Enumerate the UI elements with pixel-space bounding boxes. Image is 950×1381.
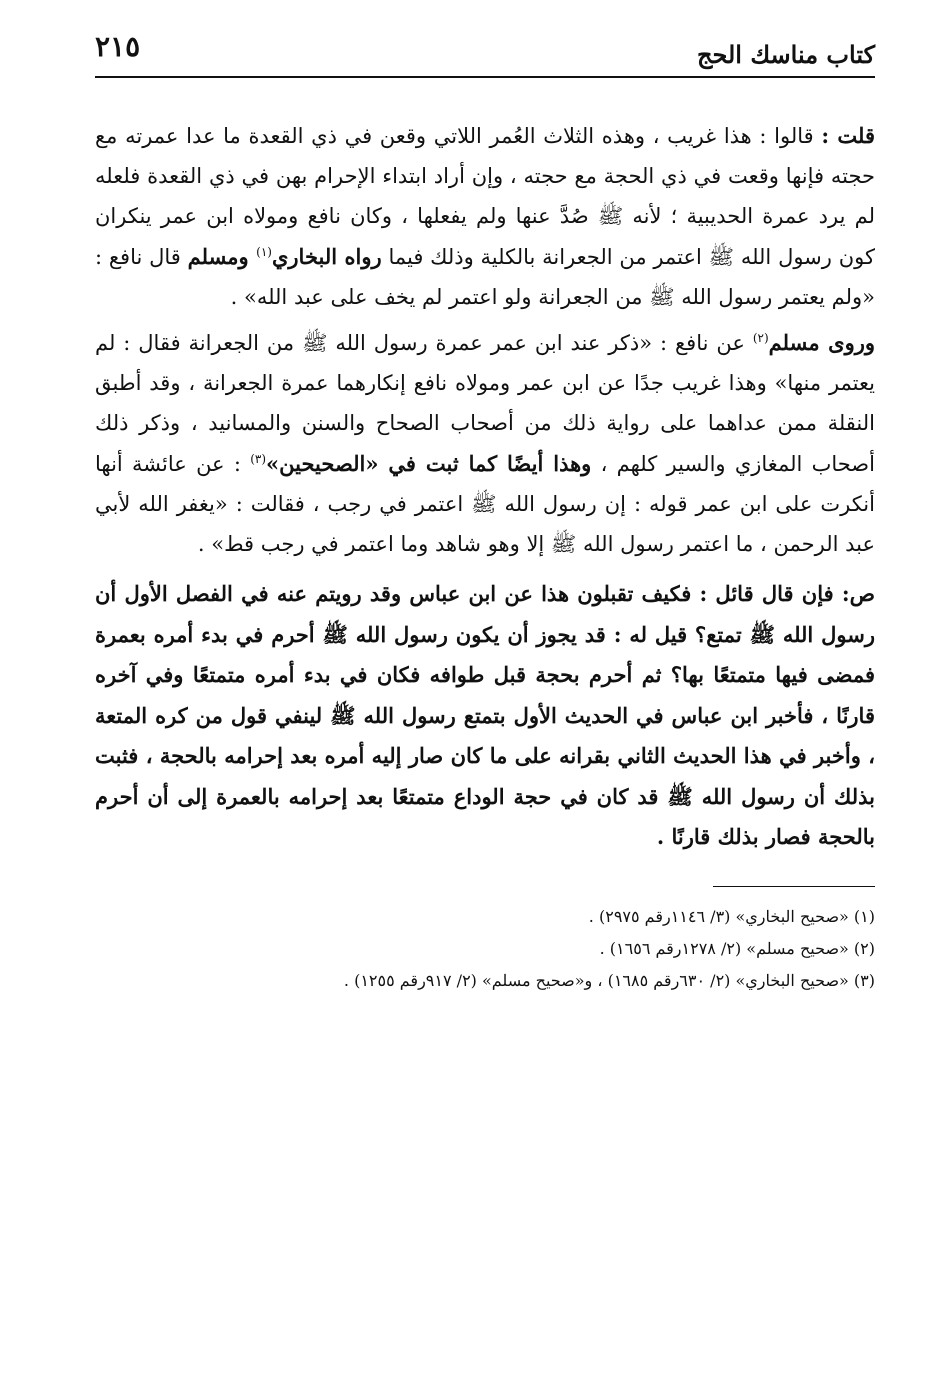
paragraph-text: فإن قال قائل : فكيف تقبلون هذا عن ابن عباس وقد رويتم عنه في الفصل الأول أن رسول الله ﷺ تمتع؟ قيل له : قد يجوز أن يكون رسول الله ﷺ أحرم في بدء أمره بعمرة فمضى فيها متمتعًا بها؟ ثم أحرم بحجة قبل طوافه فكان في بدء أمره متمتعًا وفي آخره قارنًا ، فأخبر ابن عباس في الحديث الأول بتمتع رسول الله ﷺ لينفي قول من كره المتعة ، وأخبر في هذا الحديث الثاني بقرانه على ما كان صار إليه أمره بعد إحرامه بالحجة ، فثبت بذلك أن رسول الله ﷺ قد كان في حجة الوداع متمتعًا بعد إحرامه بالعمرة إلى أن أحرم بالحجة فصار بذلك قارنًا . [95, 581, 875, 850]
paragraph-text: : عن عائشة أنها أنكرت على ابن عمر قوله : إن رسول الله ﷺ اعتمر في رجب ، فقالت : «يغفر الله لأبي عبد الرحمن ، ما اعتمر رسول الله ﷺ إلا وهو شاهد وما اعتمر في رجب قط» . [95, 451, 875, 557]
footnote-separator [713, 886, 875, 887]
running-title: كتاب مناسك الحج [697, 40, 875, 69]
footnotes [95, 901, 875, 997]
main-text [95, 116, 875, 858]
footnote-1: (١) «صحيح البخاري» (٣/ ١١٤٦رقم ٢٩٧٥) . [588, 906, 875, 926]
bold-phrase: ومسلم [187, 243, 257, 269]
footnote-ref: (١) [256, 244, 272, 259]
paragraph-saad [95, 574, 875, 858]
footnote-ref: (٢) [752, 331, 769, 346]
header-rule [95, 76, 875, 78]
paragraph-label: وروى مسلم [768, 330, 875, 356]
bold-phrase: رواه البخاري [271, 243, 382, 269]
paragraph-qultu [95, 116, 875, 317]
paragraph-muslim [95, 323, 875, 564]
paragraph-text: قالوا : هذا غريب ، وهذه الثلاث العُمر اللاتي وقعن في ذي القعدة ما عدا عمرته مع حجته فإنها وقعت في ذي الحجة مع حجته ، وإن أراد ابتداء الإحرام بهن في ذي القعدة فلعله لم يرد عمرة الحديبية ؛ لأنه ﷺ صُدَّ عنها ولم يفعلها ، وكان نافع ومولاه ابن عمر ينكران كون رسول الله ﷺ اعتمر من الجعرانة بالكلية وذلك فيما [95, 124, 875, 269]
page-header [95, 26, 875, 70]
book-page [95, 26, 875, 997]
paragraph-text: قال نافع : «ولم يعتمر رسول الله ﷺ من الجعرانة ولو اعتمر لم يخف على عبد الله» . [95, 244, 875, 309]
footnote-ref: (٣) [250, 451, 267, 466]
footnote-3: (٣) «صحيح البخاري» (٢/ ٦٣٠رقم ١٦٨٥) ، و«صحيح مسلم» (٢/ ٩١٧رقم ١٢٥٥) . [343, 970, 875, 990]
paragraph-label: ص: [841, 581, 875, 607]
paragraph-text: عن نافع : «ذكر عند ابن عمر عمرة رسول الله ﷺ من الجعرانة فقال : لم يعتمر منها» وهذا غريب جدًا عن ابن عمر ومولاه نافع إنكارهما عمرة الجعرانة ، وقد أطبق النقلة ممن عداهما على رواية ذلك من أصحاب الصحاح والسنن والمسانيد ، وذكر ذلك أصحاب المغازي والسير كلهم ، [95, 331, 875, 476]
paragraph-label: قلت : [821, 123, 875, 148]
page-number: ٢١٥ [95, 30, 141, 63]
bold-phrase: وهذا أيضًا كما ثبت في «الصحيحين» [266, 450, 592, 476]
footnote-2: (٢) «صحيح مسلم» (٢/ ١٢٧٨رقم ١٦٥٦) . [599, 938, 875, 958]
